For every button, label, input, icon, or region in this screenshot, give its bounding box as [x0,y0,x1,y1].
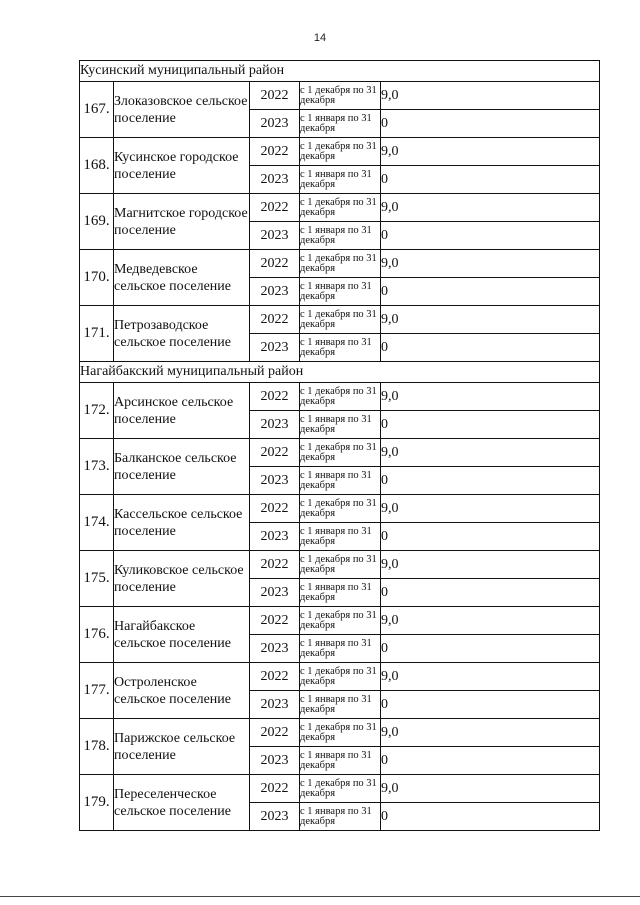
rate-cell: 0 [381,691,600,719]
period-cell: с 1 декабря по 31 декабря [300,194,381,222]
settlement-name: Кусинское городское поселение [114,138,250,194]
year-cell: 2023 [250,691,300,719]
period-cell: с 1 января по 31 декабря [300,411,381,439]
year-cell: 2023 [250,411,300,439]
year-cell: 2022 [250,607,300,635]
year-cell: 2022 [250,663,300,691]
year-cell: 2023 [250,467,300,495]
year-cell: 2022 [250,439,300,467]
period-cell: с 1 декабря по 31 декабря [300,663,381,691]
row-number: 178. [80,719,114,775]
rate-cell: 0 [381,467,600,495]
rate-cell: 9,0 [381,663,600,691]
rate-cell: 0 [381,222,600,250]
period-cell: с 1 января по 31 декабря [300,278,381,306]
year-cell: 2022 [250,495,300,523]
period-cell: с 1 декабря по 31 декабря [300,607,381,635]
table-row [80,551,600,579]
year-cell: 2022 [250,775,300,803]
rate-cell: 9,0 [381,495,600,523]
period-cell: с 1 января по 31 декабря [300,166,381,194]
rate-cell: 0 [381,523,600,551]
year-cell: 2022 [250,551,300,579]
period-cell: с 1 января по 31 декабря [300,635,381,663]
row-number: 167. [80,82,114,138]
year-cell: 2023 [250,579,300,607]
year-cell: 2023 [250,222,300,250]
period-cell: с 1 января по 31 декабря [300,222,381,250]
rate-cell: 0 [381,747,600,775]
rate-cell: 0 [381,166,600,194]
rate-cell: 0 [381,278,600,306]
rate-cell: 9,0 [381,719,600,747]
rate-cell: 0 [381,579,600,607]
settlement-name: Парижское сельское поселение [114,719,250,775]
table-row [80,495,600,523]
rate-cell: 0 [381,411,600,439]
footer-rule [0,896,640,897]
year-cell: 2023 [250,747,300,775]
table-row [80,439,600,467]
period-cell: с 1 января по 31 декабря [300,747,381,775]
settlement-name: Куликовское сельское поселение [114,551,250,607]
rate-cell: 9,0 [381,383,600,411]
period-cell: с 1 января по 31 декабря [300,110,381,138]
period-cell: с 1 января по 31 декабря [300,334,381,362]
year-cell: 2023 [250,523,300,551]
settlement-name: Кассельское сельское поселение [114,495,250,551]
rate-cell: 9,0 [381,306,600,334]
period-cell: с 1 января по 31 декабря [300,523,381,551]
settlement-name: Остроленское сельское поселение [114,663,250,719]
period-cell: с 1 декабря по 31 декабря [300,551,381,579]
period-cell: с 1 января по 31 декабря [300,579,381,607]
settlement-name: Магнитское городское поселение [114,194,250,250]
year-cell: 2023 [250,110,300,138]
rate-cell: 0 [381,803,600,831]
period-cell: с 1 января по 31 декабря [300,467,381,495]
rate-cell: 9,0 [381,607,600,635]
district-name: Кусинский муниципальный район [80,61,600,82]
year-cell: 2023 [250,803,300,831]
rate-cell: 0 [381,334,600,362]
period-cell: с 1 декабря по 31 декабря [300,775,381,803]
rate-cell: 9,0 [381,551,600,579]
settlement-name: Балканское сельское поселение [114,439,250,495]
period-cell: с 1 декабря по 31 декабря [300,383,381,411]
district-header-row [80,362,600,383]
rate-cell: 9,0 [381,439,600,467]
row-number: 172. [80,383,114,439]
row-number: 177. [80,663,114,719]
rate-cell: 9,0 [381,775,600,803]
row-number: 170. [80,250,114,306]
settlement-name: Медведевское сельское поселение [114,250,250,306]
year-cell: 2023 [250,278,300,306]
period-cell: с 1 января по 31 декабря [300,691,381,719]
settlement-name: Переселенческое сельское поселение [114,775,250,831]
table-row [80,250,600,278]
rate-cell: 9,0 [381,194,600,222]
settlement-name: Злоказовское сельское поселение [114,82,250,138]
tax-rate-table [79,60,600,831]
settlement-name: Петрозаводское сельское поселение [114,306,250,362]
district-header-row [80,61,600,82]
table-row [80,719,600,747]
rate-cell: 9,0 [381,138,600,166]
rate-cell: 9,0 [381,82,600,110]
row-number: 179. [80,775,114,831]
table-row [80,82,600,110]
table-row [80,663,600,691]
year-cell: 2022 [250,719,300,747]
row-number: 168. [80,138,114,194]
year-cell: 2023 [250,635,300,663]
row-number: 173. [80,439,114,495]
year-cell: 2022 [250,194,300,222]
row-number: 171. [80,306,114,362]
row-number: 174. [80,495,114,551]
year-cell: 2022 [250,82,300,110]
period-cell: с 1 декабря по 31 декабря [300,138,381,166]
table-row [80,138,600,166]
row-number: 175. [80,551,114,607]
table-row [80,194,600,222]
year-cell: 2022 [250,306,300,334]
rate-cell: 0 [381,110,600,138]
district-name: Нагайбакский муниципальный район [80,362,600,383]
row-number: 169. [80,194,114,250]
year-cell: 2023 [250,334,300,362]
table-row [80,383,600,411]
period-cell: с 1 декабря по 31 декабря [300,439,381,467]
rate-cell: 0 [381,635,600,663]
period-cell: с 1 декабря по 31 декабря [300,719,381,747]
settlement-name: Нагайбакское сельское поселение [114,607,250,663]
year-cell: 2022 [250,250,300,278]
period-cell: с 1 января по 31 декабря [300,803,381,831]
table-row [80,306,600,334]
period-cell: с 1 декабря по 31 декабря [300,306,381,334]
period-cell: с 1 декабря по 31 декабря [300,82,381,110]
table-row [80,775,600,803]
settlement-name: Арсинское сельское поселение [114,383,250,439]
year-cell: 2022 [250,383,300,411]
year-cell: 2022 [250,138,300,166]
row-number: 176. [80,607,114,663]
table-row [80,607,600,635]
period-cell: с 1 декабря по 31 декабря [300,495,381,523]
rate-cell: 9,0 [381,250,600,278]
period-cell: с 1 декабря по 31 декабря [300,250,381,278]
year-cell: 2023 [250,166,300,194]
page-number: 14 [313,32,327,44]
